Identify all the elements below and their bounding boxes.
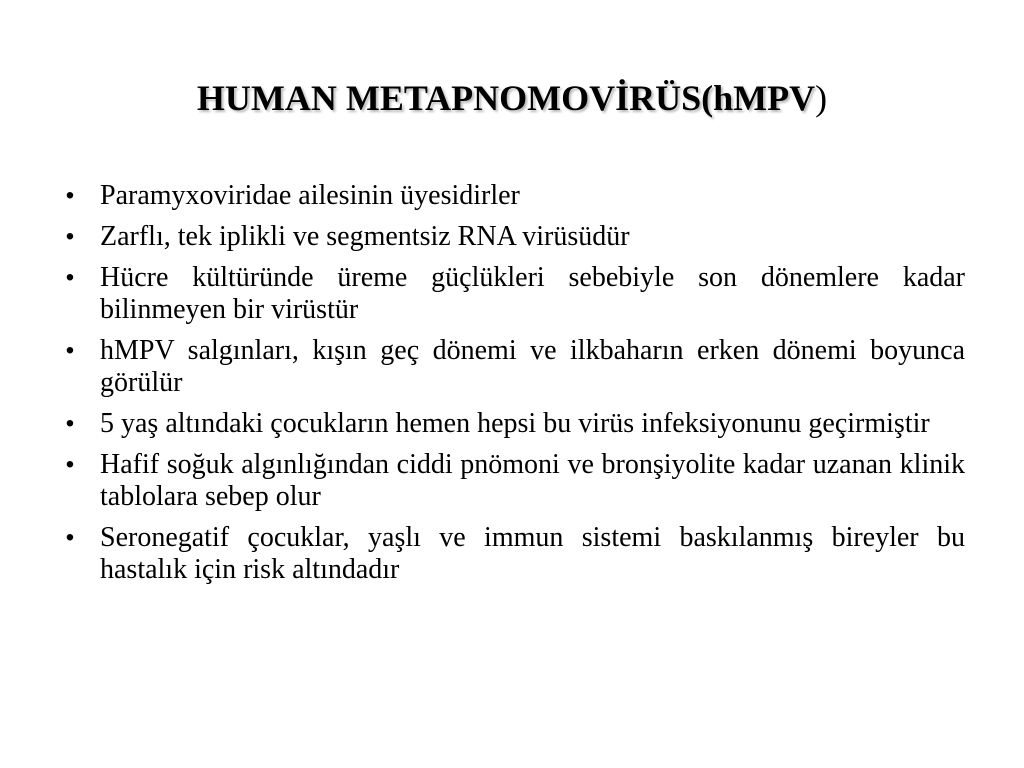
bullet-dot-icon: • [65,410,75,437]
bullet-text: Zarflı, tek iplikli ve segmentsiz RNA virüsüdür [100,221,630,252]
slide-title [0,76,1024,120]
bullet-item [56,408,965,440]
bullet-dot-icon: • [65,337,75,364]
bullet-text: hMPV salgınları, kışın geç dönemi ve ilkbaharın erken dönemi boyunca görülür [100,335,965,398]
bullet-text: Paramyxoviridae ailesinin üyesidirler [100,180,520,211]
bullet-item [56,180,965,212]
slide-title-closing-paren: ) [815,78,828,118]
bullet-list [56,180,965,595]
bullet-text: 5 yaş altındaki çocukların hemen hepsi bu virüs infeksiyonunu geçirmiştir [100,408,930,439]
bullet-dot-icon: • [65,524,75,551]
bullet-text: Seronegatif çocuklar, yaşlı ve immun sistemi baskılanmış bireyler bu hastalık için risk altındadır [100,522,965,585]
bullet-item [56,449,965,513]
bullet-dot-icon: • [65,451,75,478]
bullet-dot-icon: • [65,223,75,250]
bullet-dot-icon: • [65,182,75,209]
bullet-item [56,522,965,586]
bullet-dot-icon: • [65,264,75,291]
bullet-item [56,335,965,399]
slide-title-main: HUMAN METAPNOMOVİRÜS(hMPV [196,78,816,118]
bullet-item [56,262,965,326]
bullet-text: Hücre kültüründe üreme güçlükleri sebebiyle son dönemlere kadar bilinmeyen bir virüstür [100,262,965,325]
bullet-item [56,221,965,253]
bullet-text: Hafif soğuk algınlığından ciddi pnömoni ve bronşiyolite kadar uzanan klinik tablolara sebep olur [100,449,965,512]
